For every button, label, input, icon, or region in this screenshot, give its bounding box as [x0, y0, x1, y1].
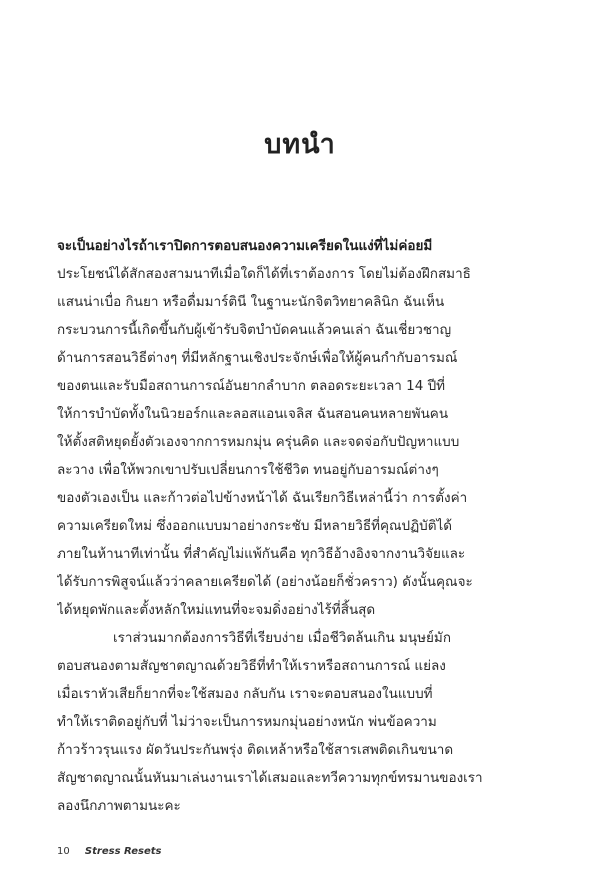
paragraph-line: ตอบสนองตามสัญชาตญาณด้วยวิธีที่ทำให้เราหรือสถานการณ์ แย่ลง	[57, 658, 446, 674]
paragraph-line: ได้รับการพิสูจน์แล้วว่าคลายเครียดได้ (อย่างน้อยก็ชั่วคราว) ดังนั้นคุณจะ	[57, 574, 473, 590]
second-paragraph	[57, 624, 543, 820]
paragraph-line: ทำให้เราติดอยู่กับที่ ไม่ว่าจะเป็นการหมกมุ่นอย่างหนัก พ่นข้อความ	[57, 714, 437, 730]
paragraph-line: ให้การบำบัดทั้งในนิวยอร์กและลอสแอนเจลิส ฉันสอนคนหลายพันคน	[57, 406, 449, 422]
running-title: Stress Resets	[84, 846, 162, 857]
paragraph-line: ภายในห้านาทีเท่านั้น ที่สำคัญไม่แพ้กันคือ ทุกวิธีอ้างอิงจากงานวิจัยและ	[57, 546, 466, 562]
paragraph-line: ได้หยุดพักและตั้งหลักใหม่แทนที่จะจมดิ่งอย่างไร้ที่สิ้นสุด	[57, 602, 376, 618]
paragraph-line: แสนน่าเบื่อ กินยา หรือดื่มมาร์ตินี ในฐานะนักจิตวิทยาคลินิก ฉันเห็น	[57, 294, 445, 310]
paragraph-line: ละวาง เพื่อให้พวกเขาปรับเปลี่ยนการใช้ชีวิต ทนอยู่กับอารมณ์ต่างๆ	[57, 462, 439, 478]
paragraph-line: กระบวนการนี้เกิดขึ้นกับผู้เข้ารับจิตบำบัดคนแล้วคนเล่า ฉันเชี่ยวชาญ	[57, 322, 452, 338]
paragraph-line: สัญชาตญาณนั้นหันมาเล่นงานเราได้เสมอและทวีความทุกข์ทรมานของเรา	[57, 770, 483, 786]
intro-paragraph	[57, 232, 543, 624]
paragraph-line: ประโยชน์ได้สักสองสามนาทีเมื่อใดก็ได้ที่เราต้องการ โดยไม่ต้องฝึกสมาธิ	[57, 266, 471, 282]
paragraph-line: ก้าวร้าวรุนแรง ผัดวันประกันพรุ่ง ติดเหล้าหรือใช้สารเสพติดเกินขนาด	[57, 742, 454, 758]
paragraph-line: เมื่อเราหัวเสียก็ยากที่จะใช้สมอง กลับกัน เราจะตอบสนองในแบบที่	[57, 686, 433, 702]
chapter-title: บทนำ	[264, 129, 336, 160]
paragraph-line: ให้ตั้งสติหยุดยั้งตัวเองจากการหมกมุ่น ครุ่นคิด และจดจ่อกับปัญหาแบบ	[57, 434, 460, 450]
paragraph-line: ความเครียดใหม่ ซึ่งออกแบบมาอย่างกระชับ มีหลายวิธีที่คุณปฏิบัติได้	[57, 518, 453, 534]
paragraph-lead-line: จะเป็นอย่างไรถ้าเราปิดการตอบสนองความเครียดในแง่ที่ไม่ค่อยมี	[57, 238, 433, 254]
page-footer	[57, 846, 161, 857]
paragraph-line: เราส่วนมากต้องการวิธีที่เรียบง่าย เมื่อชีวิตล้นเกิน มนุษย์มัก	[113, 630, 452, 646]
page-number: 10	[57, 846, 70, 857]
paragraph-line: ลองนึกภาพตามนะคะ	[57, 798, 181, 814]
paragraph-line: ของตนและรับมือสถานการณ์อันยากลำบาก ตลอดระยะเวลา 14 ปีที่	[57, 378, 446, 394]
paragraph-line: ของตัวเองเป็น และก้าวต่อไปข้างหน้าได้ ฉันเรียกวิธีเหล่านี้ว่า การตั้งค่า	[57, 490, 468, 506]
paragraph-line: ด้านการสอนวิธีต่างๆ ที่มีหลักฐานเชิงประจักษ์เพื่อให้ผู้คนกำกับอารมณ์	[57, 350, 458, 366]
